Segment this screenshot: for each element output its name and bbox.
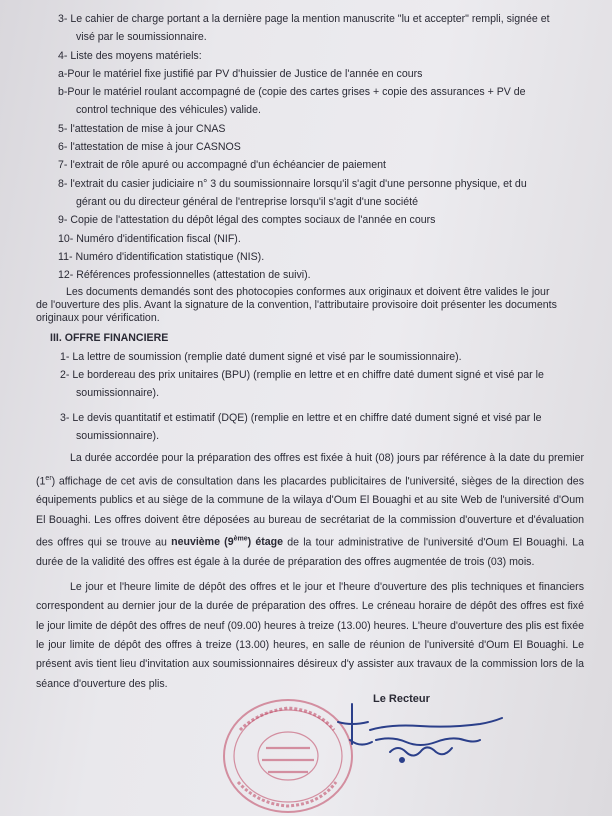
documents-note: Les documents demandés sont des photocopies conformes aux originaux et doivent être valides le jour de l'ouverture des plis. Avant la signature de la convention, l'attributaire provisoire doit présenter les documents originaux pour vérification. (36, 286, 557, 325)
list-item: 10- Numéro d'identification fiscal (NIF). (58, 232, 241, 245)
list-item-continuation: soumissionnaire). (76, 429, 160, 442)
list-item: 7- l'extrait de rôle apuré ou accompagné d'un échéancier de paiement (58, 159, 386, 172)
list-item: 5- l'attestation de mise à jour CNAS (58, 122, 226, 135)
list-item: 3- Le devis quantitatif et estimatif (DQE) (remplie en lettre et en chiffre daté dument signé et visé par le (60, 411, 542, 424)
section-title: III. OFFRE FINANCIERE (50, 332, 169, 345)
paragraph-deadline: Le jour et l'heure limite de dépôt des offres et le jour et l'heure d'ouverture des plis techniques et financiers correspondent au dernier jour de la durée de préparation des offres. Le créneau horaire de dépôt des offres est fixé le jour limite de dépôt des offres de neuf (09.00) heures à treize (13.00) heures. L'heure d'ouverture des plis est fixée le jour limite de dépôt des offres à treize (13.00) heures, en salle de réunion de l'université d'Oum El Bouaghi. Le présent avis tient lieu d'invitation aux soumissionnaires désireux d'y assister aux travaux de la commission lors de la séance d'ouverture des plis. (36, 581, 584, 690)
list-item: 8- l'extrait du casier judiciaire n° 3 du soumissionnaire lorsqu'il s'agit d'une personne physique, et du (58, 177, 527, 190)
list-item: 12- Références professionnelles (attestation de suivi). (58, 269, 311, 282)
list-item: 3- Le cahier de charge portant a la dernière page la mention manuscrite "lu et accepter" rempli, signée et (58, 13, 550, 25)
list-item: b-Pour le matériel roulant accompagné de (copie des cartes grises + copie des assurances + PV de (58, 86, 526, 99)
list-item: a-Pour le matériel fixe justifié par PV d'huissier de Justice de l'année en cours (58, 67, 423, 80)
list-item: 6- l'attestation de mise à jour CASNOS (58, 141, 241, 154)
list-item-continuation: soumissionnaire). (76, 387, 160, 400)
signatory-title: Le Recteur (373, 693, 430, 705)
list-item-continuation: visé par le soumissionnaire. (76, 31, 207, 44)
list-item-continuation: gérant ou du directeur général de l'entreprise lorsqu'il s'agit d'une société (76, 195, 419, 208)
list-item: 1- La lettre de soumission (remplie daté dument signé et visé par le soumissionnaire). (60, 350, 462, 363)
signature (330, 700, 510, 770)
list-item: 2- Le bordereau des prix unitaires (BPU) (remplie en lettre et en chiffre daté dument signé et visé par le (60, 369, 544, 382)
list-item: 9- Copie de l'attestation du dépôt légal des comptes sociaux de l'année en cours (58, 214, 436, 227)
list-item: 4- Liste des moyens matériels: (58, 49, 202, 62)
document-body (36, 10, 584, 694)
list-item-continuation: control technique des véhicules) valide. (76, 104, 261, 117)
list-item: 11- Numéro d'identification statistique (NIS). (58, 250, 265, 263)
floor-emphasis: neuvième (9ème) étage (171, 535, 284, 549)
paragraph-duration: La durée accordée pour la préparation des offres est fixée à huit (08) jours par référence à la date du premier (1er) affichage de cet avis de consultation dans les placardes publicitaires de l'université, sièges de la direction des équipements publics et au siège de la commune de la wilaya d'Oum El Bouaghi et au site Web de l'université d'Oum El Bouaghi. Les offres doivent être déposées au bureau de secrétariat de la commission d'ouverture et d'évaluation des offres qui se trouve au neuvième (9ème) étage de la tour administrative de l'université d'Oum El Bouaghi. La durée de la validité des offres est égale à la durée de préparation des offres augmentée de trois (03) mois. (36, 452, 584, 568)
